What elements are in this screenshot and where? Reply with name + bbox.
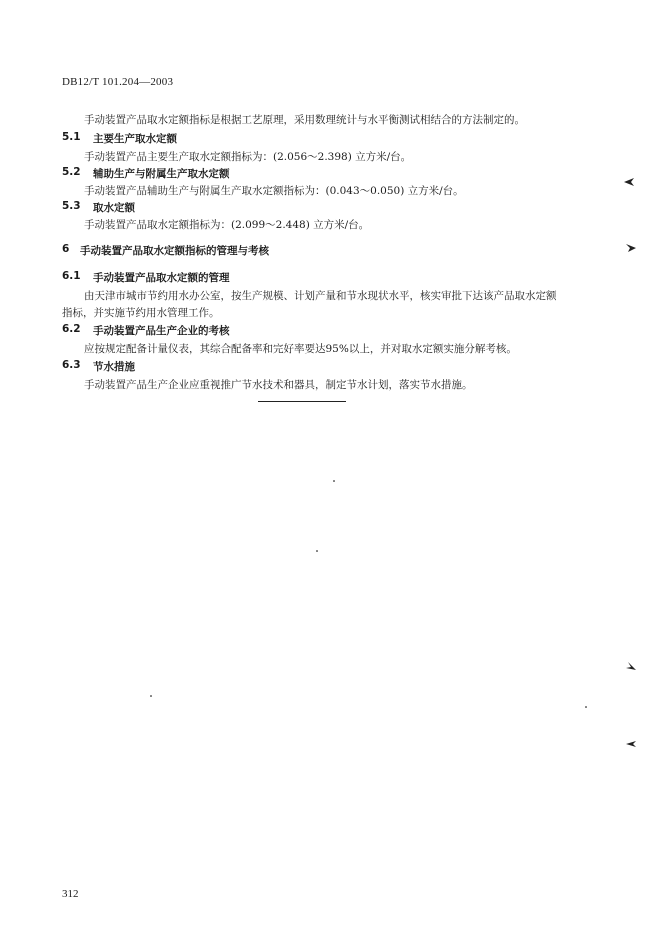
scan-mark-icon [626, 662, 636, 670]
section-6-3-body: 手动装置产品生产企业应重视推广节水技术和器具，制定节水计划，落实节水措施。 [84, 379, 473, 391]
section-6-1-body-line1: 由天津市城市节约用水办公室，按生产规模、计划产量和节水现状水平，核实审批下达该产品取水定额 [84, 290, 557, 302]
scan-speck [585, 706, 587, 708]
section-5-2-number: 5.2 [62, 166, 81, 178]
scan-speck [316, 550, 318, 552]
scan-mark-icon [624, 178, 634, 186]
section-6-3-title: 节水措施 [93, 361, 135, 373]
section-6-2-body: 应按规定配备计量仪表，其综合配备率和完好率要达95%以上，并对取水定额实施分解考核。 [84, 343, 517, 355]
section-5-3-body: 手动装置产品取水定额指标为：(2.099～2.448) 立方米/台。 [84, 219, 370, 231]
end-rule [258, 401, 346, 402]
section-5-1-number: 5.1 [62, 131, 81, 143]
document-code: DB12/T 101.204—2003 [62, 76, 174, 88]
section-5-3-number: 5.3 [62, 200, 81, 212]
section-6-number: 6 [62, 243, 70, 255]
section-6-1-body-line2: 指标，并实施节约用水管理工作。 [62, 307, 220, 319]
section-6-2-number: 6.2 [62, 323, 81, 335]
intro-paragraph: 手动装置产品取水定额指标是根据工艺原理，采用数理统计与水平衡测试相结合的方法制定的。 [84, 114, 525, 126]
section-6-1-number: 6.1 [62, 270, 81, 282]
section-5-1-title: 主要生产取水定额 [93, 133, 177, 145]
section-6-1-title: 手动装置产品取水定额的管理 [93, 272, 230, 284]
scan-mark-icon [626, 244, 636, 252]
scan-speck [333, 480, 335, 482]
section-6-title: 手动装置产品取水定额指标的管理与考核 [80, 245, 269, 257]
page-number: 312 [62, 888, 79, 900]
section-5-2-title: 辅助生产与附属生产取水定额 [93, 168, 230, 180]
scan-speck [150, 695, 152, 697]
section-5-1-body: 手动装置产品主要生产取水定额指标为：(2.056～2.398) 立方米/台。 [84, 151, 412, 163]
section-6-3-number: 6.3 [62, 359, 81, 371]
section-6-2-title: 手动装置产品生产企业的考核 [93, 325, 230, 337]
section-5-2-body: 手动装置产品辅助生产与附属生产取水定额指标为：(0.043～0.050) 立方米/台。 [84, 185, 464, 197]
section-5-3-title: 取水定额 [93, 202, 135, 214]
scan-mark-icon [626, 740, 636, 748]
